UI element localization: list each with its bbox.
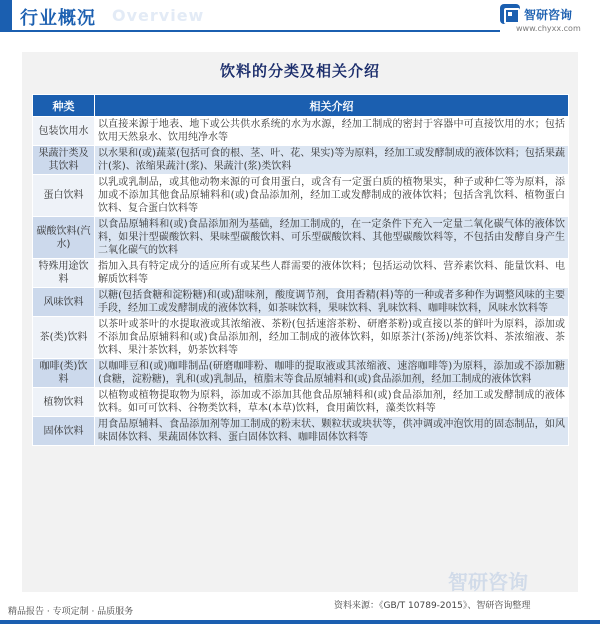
table-row — [33, 259, 569, 288]
logo-url: www.chyxx.com — [516, 24, 581, 33]
brand-logo — [500, 4, 572, 24]
row-category: 茶(类)饮料 — [33, 317, 95, 359]
row-category: 固体饮料 — [33, 417, 95, 446]
row-description: 以植物或植物提取物为原料，添加或不添加其他食品原辅料和(或)食品添加剂，经加工或发酵制成的液体饮料。如可可饮料、谷物类饮料，草本(本草)饮料，食用菌饮料，藻类饮料等 — [95, 388, 569, 417]
row-category: 风味饮料 — [33, 288, 95, 317]
row-category: 包装饮用水 — [33, 117, 95, 146]
row-category: 植物饮料 — [33, 388, 95, 417]
table-row — [33, 359, 569, 388]
table-row — [33, 146, 569, 175]
row-category: 果蔬汁类及其饮料 — [33, 146, 95, 175]
section-title: 行业概况 — [20, 8, 96, 29]
table-row — [33, 317, 569, 359]
row-description: 以水果和(或)蔬菜(包括可食的根、茎、叶、花、果实)等为原料，经加工或发酵制成的液体饮料；包括果蔬汁(浆)、浓缩果蔬汁(浆)、果蔬汁(浆)类饮料 — [95, 146, 569, 175]
table-row — [33, 117, 569, 146]
table-title: 饮料的分类及相关介绍 — [219, 62, 380, 80]
row-description: 以糖(包括食糖和淀粉糖)和(或)甜味剂，酸度调节剂，食用香精(料)等的一种或者多种作为调整风味的主要手段，经加工或发酵制成的液体饮料，如茶味饮料，果味饮料、乳味饮料、咖啡味饮料，风味水饮料等 — [95, 288, 569, 317]
beverage-table — [32, 94, 569, 446]
table-row — [33, 417, 569, 446]
row-description: 指加入具有特定成分的适应所有或某些人群需要的液体饮料；包括运动饮料、营养素饮料、能量饮料、电解质饮料等 — [95, 259, 569, 288]
footer-bar — [0, 620, 600, 624]
row-description: 以直接来源于地表、地下或公共供水系统的水为水源，经加工制成的密封于容器中可直接饮用的水；包括饮用天然泉水、饮用纯净水等 — [95, 117, 569, 146]
row-description: 以咖啡豆和(或)咖啡制品(研磨咖啡粉、咖啡的提取液或其浓缩液、速溶咖啡等)为原料，添加或不添加糖(食糖，淀粉糖)，乳和(或)乳制品，植脂末等食品原辅料和(或)食品添加剂，经加工制成的液体饮料 — [95, 359, 569, 388]
footer-tagline: 精品报告 · 专项定制 · 品质服务 — [8, 607, 134, 617]
header-divider — [0, 30, 500, 32]
content-panel — [22, 52, 578, 592]
row-category: 蛋白饮料 — [33, 175, 95, 217]
table-row — [33, 288, 569, 317]
row-category: 特殊用途饮料 — [33, 259, 95, 288]
header-accent-bar — [0, 0, 12, 30]
row-description: 以乳或乳制品，或其他动物来源的可食用蛋白，或含有一定蛋白质的植物果实，种子或种仁等为原料，添加或不添加其他食品原辅料和(或)食品添加剂，经加工或发酵制成的液体饮料；包括含乳饮料、植物蛋白饮料、复合蛋白饮料等 — [95, 175, 569, 217]
row-description: 用食品原辅料、食品添加剂等加工制成的粉末状、颗粒状或块状等，供冲调或冲泡饮用的固态制品，如风味固体饮料、果蔬固体饮料、蛋白固体饮料、咖啡固体饮料等 — [95, 417, 569, 446]
watermark-logo: 智研咨询 — [448, 570, 528, 594]
table-row — [33, 217, 569, 259]
logo-name: 智研咨询 — [524, 7, 573, 22]
logo-icon — [500, 4, 520, 24]
row-category: 咖啡(类)饮料 — [33, 359, 95, 388]
header-ghost-text: Overview — [112, 6, 205, 25]
row-description: 以茶叶或茶叶的水提取液或其浓缩液、茶粉(包括速溶茶粉、研磨茶粉)或直接以茶的鲜叶为原料，添加或不添加食品原辅料和(或)食品添加剂，经加工制成的液体饮料，如原茶汁(茶汤)/纯茶饮料、茶浓缩液、茶饮料、果汁茶饮料，奶茶饮料等 — [95, 317, 569, 359]
table-row — [33, 388, 569, 417]
column-header-category: 种类 — [33, 95, 95, 117]
row-description: 以食品原辅料和(或)食品添加剂为基础，经加工制成的，在一定条件下充入一定量二氧化碳气体的液体饮料，如果汁型碳酸饮料、果味型碳酸饮料、可乐型碳酸饮料、其他型碳酸饮料等，不包括由发酵自身产生二氧化碳气的饮料 — [95, 217, 569, 259]
source-note: 资料来源：《GB/T 10789-2015》、智研咨询整理 — [334, 601, 531, 611]
table-row — [33, 175, 569, 217]
row-category: 碳酸饮料(汽水) — [33, 217, 95, 259]
column-header-description: 相关介绍 — [95, 95, 569, 117]
